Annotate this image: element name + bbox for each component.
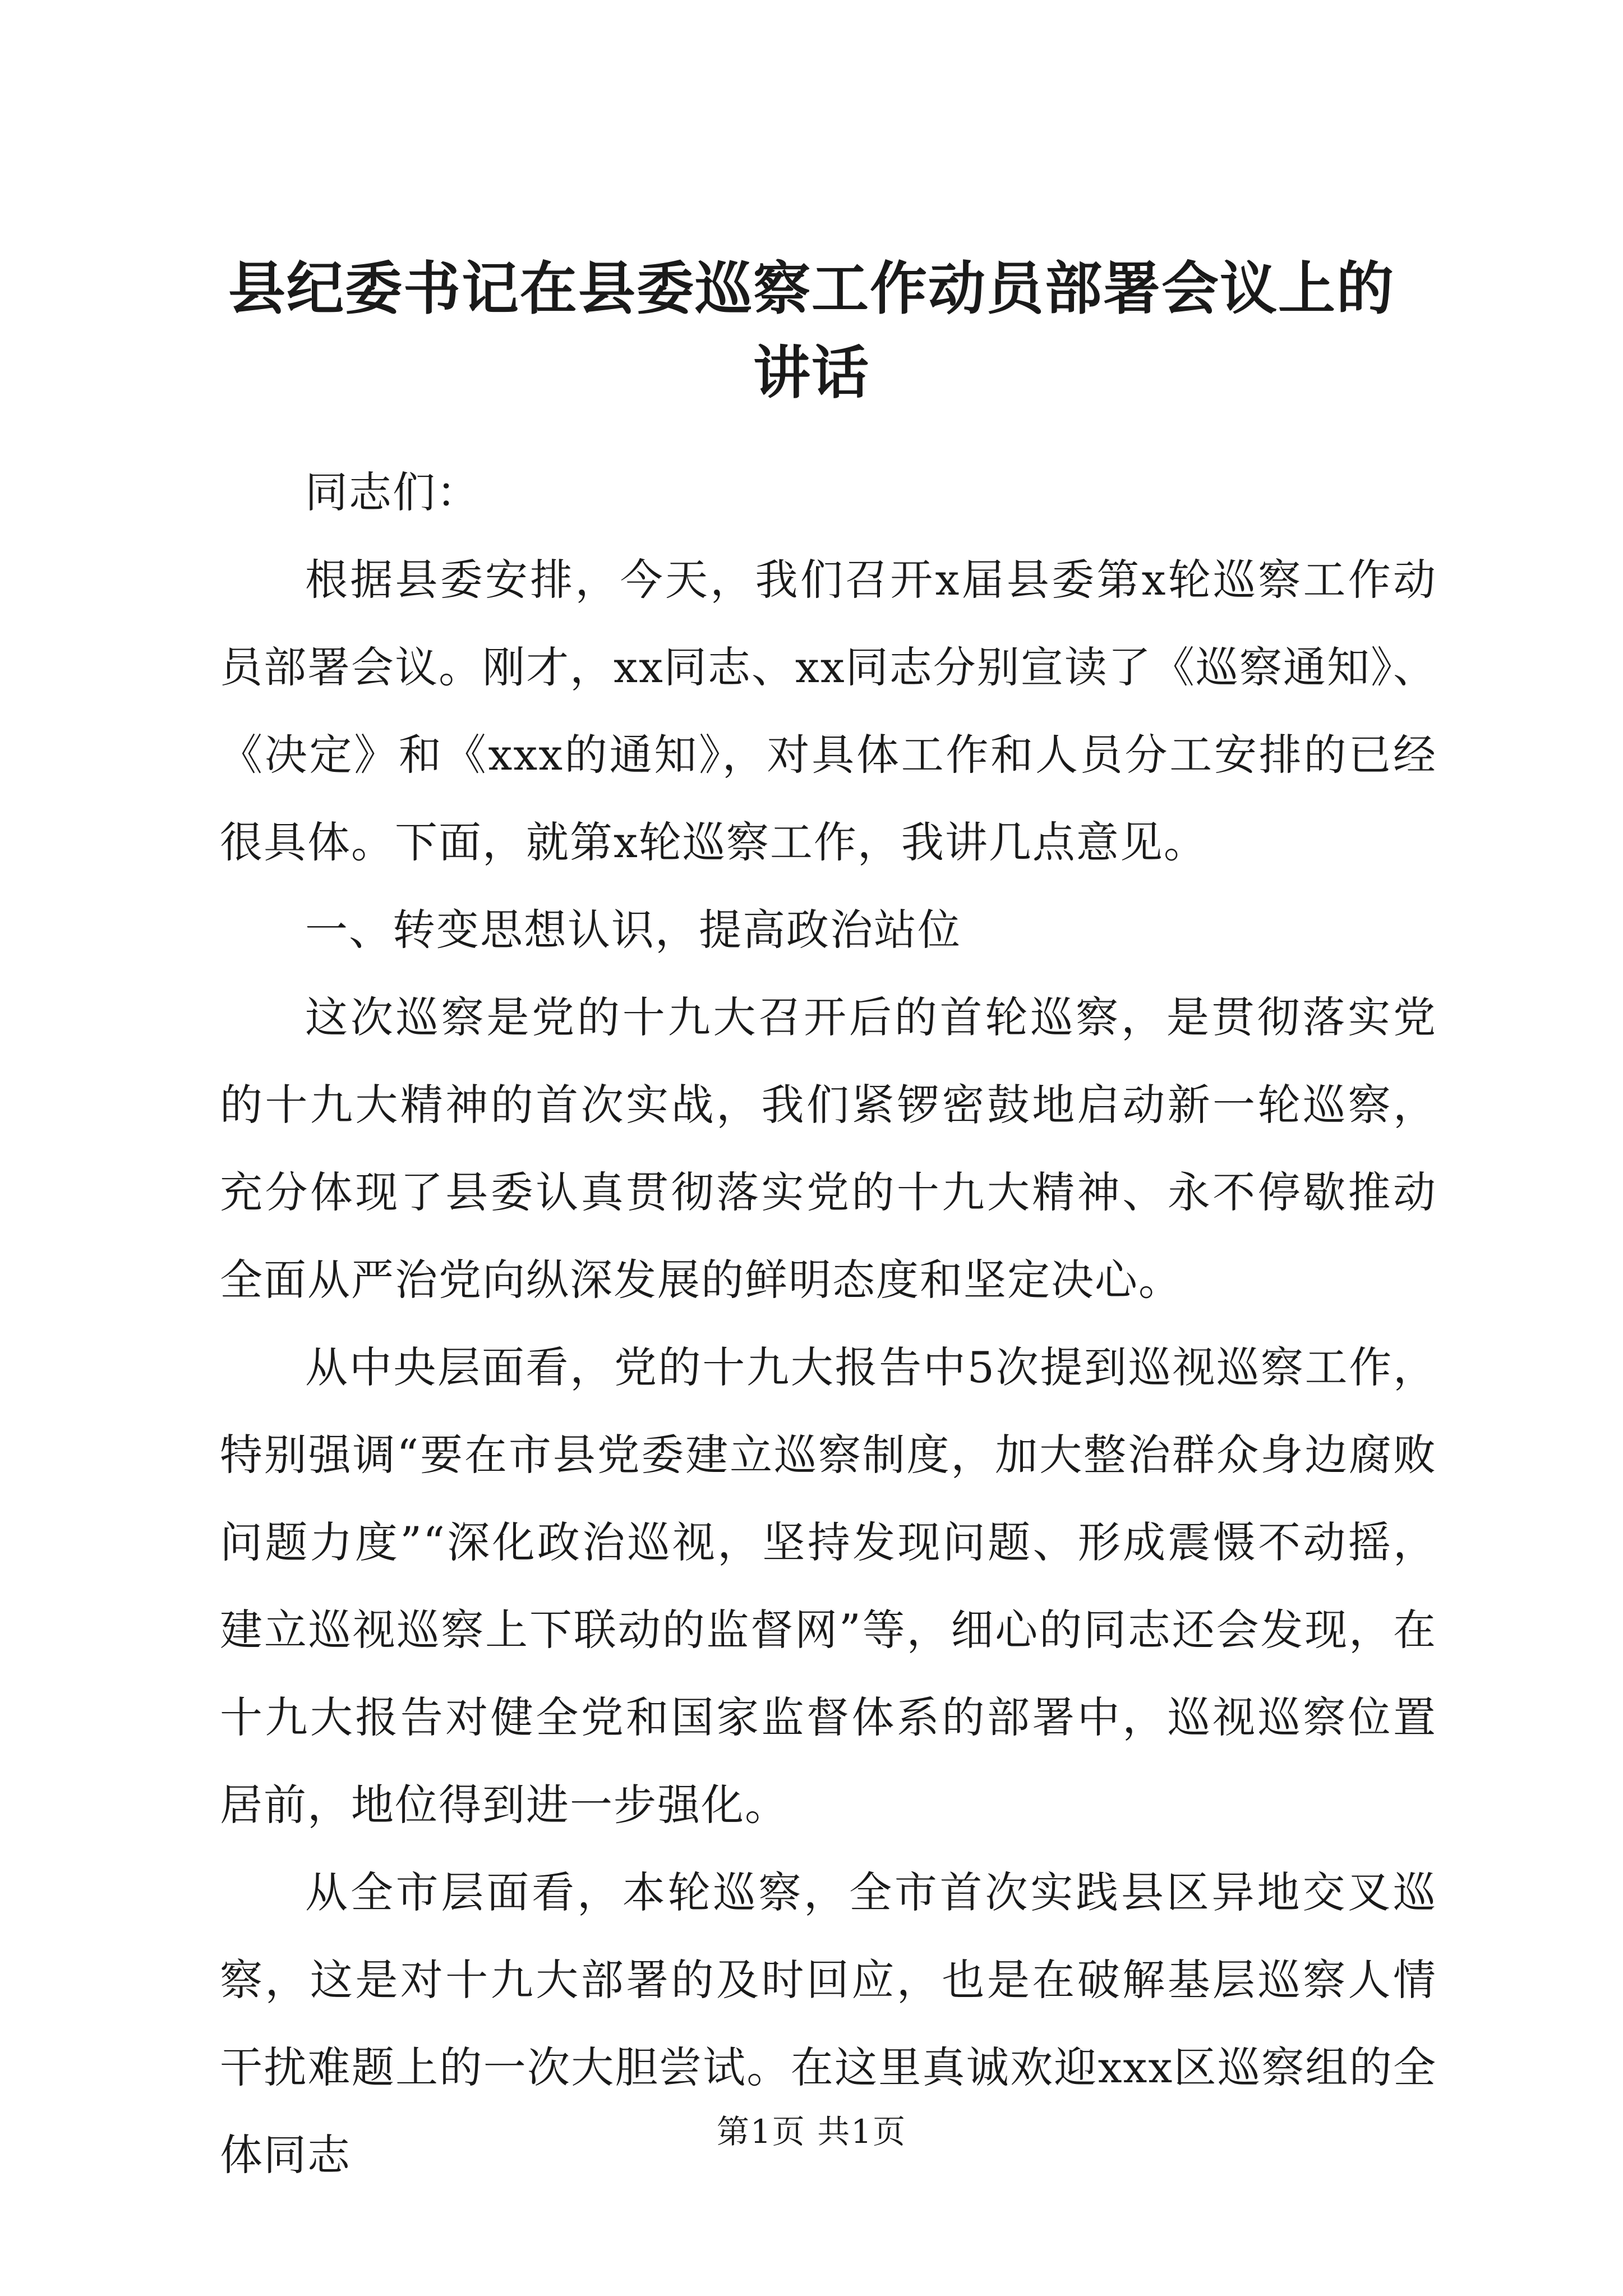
page-footer: 第1页 共1页 xyxy=(716,2113,907,2151)
paragraph-3: 从全市层面看，本轮巡察，全市首次实践县区异地交叉巡察，这是对十九大部署的及时回应，也是在破解基层巡察人情干扰难题上的一次大胆尝试。在这里真诚欢迎xxx区巡察组的全体同志 xyxy=(220,1867,1437,2180)
paragraph-intro: 根据县委安排，今天，我们召开x届县委第x轮巡察工作动员部署会议。刚才，xx同志、xx同志分别宣读了《巡察通知》、《决定》和《xxx的通知》，对具体工作和人员分工安排的已经很具体。下面，就第x轮巡察工作，我讲几点意见。 xyxy=(220,555,1437,867)
section-heading-1: 一、转变思想认识，提高政治站位 xyxy=(305,905,961,955)
paragraph-2: 从中央层面看，党的十九大报告中5次提到巡视巡察工作，特别强调“要在市县党委建立巡察制度，加大整治群众身边腐败问题力度”“深化政治巡视，坚持发现问题、形成震慑不动摇，建立巡视巡察上下联动的监督网”等，细心的同志还会发现，在十九大报告对健全党和国家监督体系的部署中，巡视巡察位置居前，地位得到进一步强化。 xyxy=(220,1342,1437,1830)
title-line-1: 县纪委书记在县委巡察工作动员部署会议上的 xyxy=(228,255,1395,323)
document-body xyxy=(220,449,1437,2199)
title-line-2: 讲话 xyxy=(753,339,870,407)
salutation: 同志们： xyxy=(305,467,480,517)
paragraph-1: 这次巡察是党的十九大召开后的首轮巡察，是贯彻落实党的十九大精神的首次实战，我们紧锣密鼓地启动新一轮巡察，充分体现了县委认真贯彻落实党的十九大精神、永不停歇推动全面从严治党向纵深发展的鲜明态度和坚定决心。 xyxy=(220,992,1437,1305)
document-title xyxy=(168,247,1455,415)
